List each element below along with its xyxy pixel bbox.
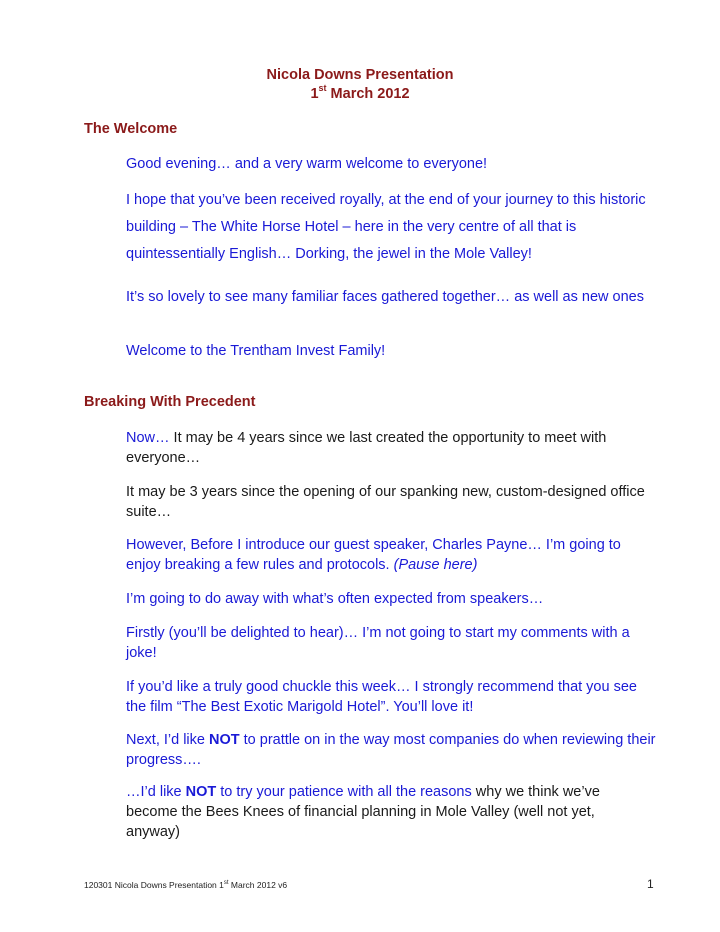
page-footer: 120301 Nicola Downs Presentation 1st March 2012 v6	[84, 880, 288, 890]
precedent-paragraph-3: However, Before I introduce our guest speaker, Charles Payne… I’m going to enjoy breaking a few rules and protocols. (Pause here)	[126, 537, 621, 573]
precedent-paragraph-7: Next, I’d like NOT to prattle on in the way most companies do when reviewing their progress….	[126, 732, 656, 768]
precedent-paragraph-8: …I’d like NOT to try your patience with all the reasons why we think we’ve become the Bees Knees of financial planning in Mole Valley (well not yet, anyway)	[126, 784, 600, 840]
welcome-paragraph-2: I hope that you’ve been received royally, at the end of your journey to this historic building – The White Horse Hotel – here in the very centre of all that is quintessentially English… Dorking, the jewel in the Mole Valley!	[126, 192, 646, 262]
welcome-paragraph-4: Welcome to the Trentham Invest Family!	[126, 343, 386, 359]
welcome-paragraph-3: It’s so lovely to see many familiar faces gathered together… as well as new ones	[126, 289, 644, 305]
section-heading-precedent: Breaking With Precedent	[84, 394, 256, 410]
precedent-paragraph-4: I’m going to do away with what’s often expected from speakers…	[126, 591, 544, 607]
title-date: 1st March 2012	[310, 83, 410, 102]
document-title	[0, 66, 720, 104]
precedent-paragraph-5: Firstly (you’ll be delighted to hear)… I’m not going to start my comments with a joke!	[126, 625, 630, 661]
precedent-paragraph-1: Now… It may be 4 years since we last created the opportunity to meet with everyone…	[126, 430, 607, 466]
section-heading-welcome: The Welcome	[84, 121, 178, 137]
precedent-paragraph-6: If you’d like a truly good chuckle this week… I strongly recommend that you see the film “The Best Exotic Marigold Hotel”. You’ll love it!	[126, 679, 637, 715]
precedent-paragraph-2: It may be 3 years since the opening of our spanking new, custom-designed office suite…	[126, 484, 645, 520]
title-line: Nicola Downs Presentation	[266, 67, 454, 83]
page-number: 1	[647, 877, 654, 891]
welcome-paragraph-1: Good evening… and a very warm welcome to everyone!	[126, 156, 488, 172]
